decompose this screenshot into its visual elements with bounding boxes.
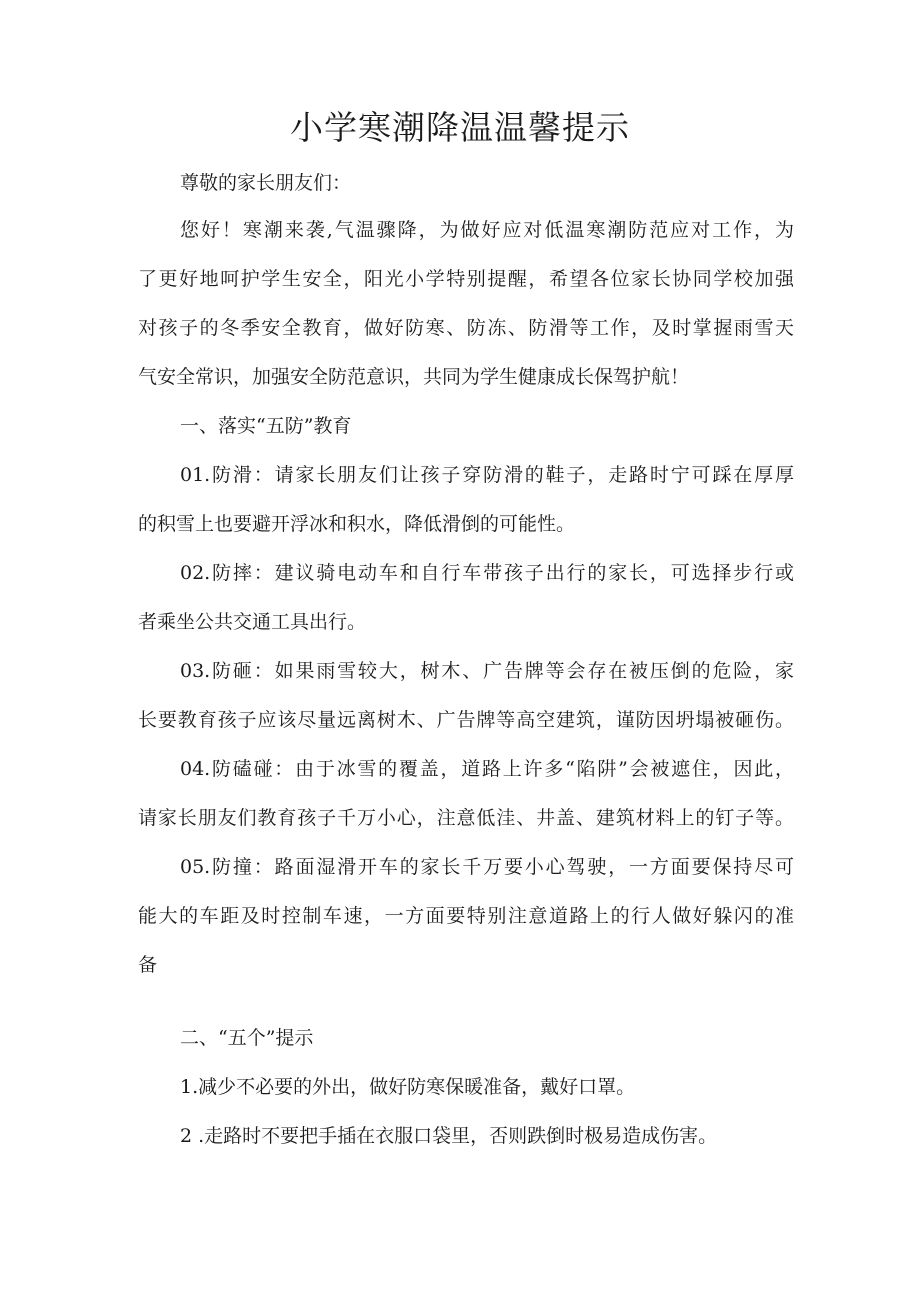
section2-heading: 二、“五个”提示 [180, 1027, 314, 1049]
item02-line-1: 02.防摔：建议骑电动车和自行车带孩子出行的家长，可选择步行或 [180, 562, 794, 584]
item01-line-1: 01.防滑：请家长朋友们让孩子穿防滑的鞋子，走路时宁可踩在厚厚 [180, 464, 794, 486]
item01-line-2: 的积雪上也要避开浮冰和积水，降低滑倒的可能性。 [138, 513, 576, 535]
item05-line-1: 05.防撞：路面湿滑开车的家长千万要小心驾驶，一方面要保持尽可 [180, 856, 794, 878]
intro-line-2: 了更好地呵护学生安全，阳光小学特别提醒，希望各位家长协同学校加强 [138, 268, 794, 290]
section1-heading: 一、落实“五防”教育 [180, 415, 352, 437]
item04-line-2: 请家长朋友们教育孩子千万小心，注意低洼、井盖、建筑材料上的钉子等。 [138, 807, 794, 829]
document-title: 小学寒潮降温温馨提示 [290, 108, 630, 147]
item03-line-2: 长要教育孩子应该尽量远离树木、广告牌等高空建筑，谨防因坍塌被砸伤。 [138, 709, 794, 731]
intro-line-3: 对孩子的冬季安全教育，做好防寒、防冻、防滑等工作，及时掌握雨雪天 [138, 317, 794, 339]
item02-line-2: 者乘坐公共交通工具出行。 [138, 611, 367, 633]
greeting: 尊敬的家长朋友们： [180, 172, 352, 194]
tip-1: 1.减少不必要的外出，做好防寒保暖准备，戴好口罩。 [180, 1076, 636, 1098]
intro-line-4: 气安全常识，加强安全防范意识，共同为学生健康成长保驾护航！ [138, 366, 690, 388]
tip-2: 2 .走路时不要把手插在衣服口袋里，否则跌倒时极易造成伤害。 [180, 1125, 718, 1147]
item05-line-2: 能大的车距及时控制车速，一方面要特别注意道路上的行人做好躲闪的准 [138, 905, 794, 927]
item03-line-1: 03.防砸：如果雨雪较大，树木、广告牌等会存在被压倒的危险，家 [180, 660, 794, 682]
item05-line-3: 备 [138, 954, 158, 976]
intro-line-1: 您好！寒潮来袭,气温骤降，为做好应对低温寒潮防范应对工作，为 [180, 219, 794, 241]
item04-line-1: 04.防磕碰：由于冰雪的覆盖，道路上许多“陷阱”会被遮住，因此， [180, 758, 794, 780]
